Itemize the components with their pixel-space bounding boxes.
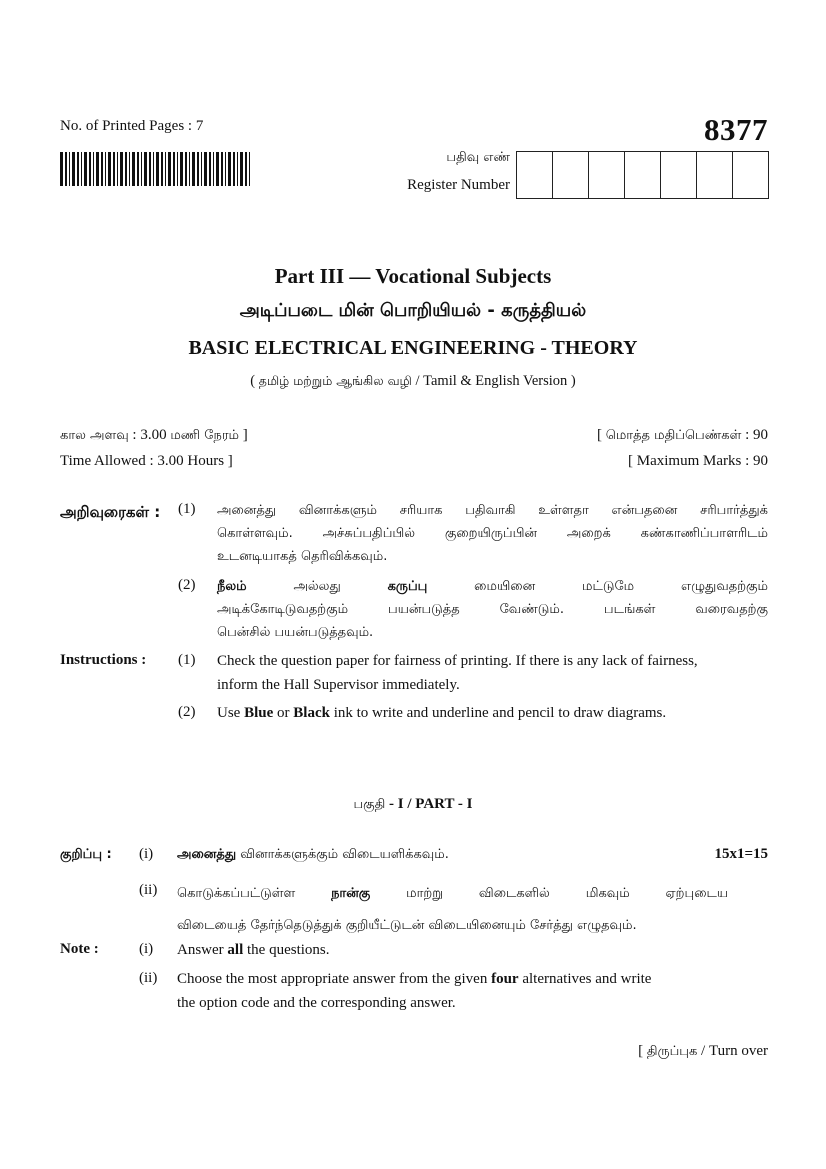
instruction-ta-1: அனைத்து வினாக்களும் சரியாக பதிவாகி உள்ளதா என்பதனை சரிபார்த்துக் கொள்ளவும். அச்சுப்பதிப்பில் குறையிருப்பின் அறைக் கண்காணிப்பாளரிடம் உடனடியாகத் தெரிவிக்கவும். — [217, 503, 768, 564]
register-number-boxes[interactable] — [516, 151, 769, 199]
note-en-1: Answer all the questions. — [177, 942, 330, 958]
printed-pages: No. of Printed Pages : 7 — [60, 118, 204, 134]
paper-code: 8377 — [704, 112, 768, 147]
part-one-heading: பகுதி - I / PART - I — [353, 796, 473, 812]
register-digit-box[interactable] — [697, 152, 733, 198]
turn-over: [ திருப்புக / Turn over — [638, 1043, 768, 1059]
instruction-en-1: Check the question paper for fairness of printing. If there is any lack of fairness, inform the Hall Supervisor immediately. — [217, 653, 698, 693]
subject-title-english: BASIC ELECTRICAL ENGINEERING - THEORY — [188, 337, 638, 359]
part-title: Part III — Vocational Subjects — [274, 264, 552, 288]
note-ta-1: அனைத்து வினாக்களுக்கும் விடையளிக்கவும். — [177, 847, 449, 862]
note-number: (ii) — [139, 970, 158, 986]
time-allowed-english: Time Allowed : 3.00 Hours ] — [60, 453, 233, 469]
barcode — [60, 152, 250, 186]
instructions-label-english: Instructions : — [60, 652, 147, 668]
note-ta-2: கொடுக்கப்பட்டுள்ள நான்கு மாற்று விடைகளில் மிகவும் ஏற்புடைய விடையைத் தேர்ந்தெடுத்துக் குறியீட்டுடன் விடையினையும் சேர்த்து எழுதவும். — [177, 886, 728, 933]
register-label-tamil: பதிவு எண் — [446, 150, 510, 165]
note-number: (i) — [139, 846, 154, 862]
register-digit-box[interactable] — [625, 152, 661, 198]
register-label-english: Register Number — [407, 177, 510, 193]
marks-allocation: 15x1=15 — [714, 846, 768, 862]
instruction-ta-2: நீலம் அல்லது கருப்பு மையினை மட்டுமே எழுதுவதற்கும் அடிக்கோடிடுவதற்கும் பயன்படுத்த வேண்டும். படங்கள் வரைவதற்கு பென்சில் பயன்படுத்தவும். — [217, 579, 768, 640]
note-number: (ii) — [139, 882, 158, 898]
max-marks-tamil: [ மொத்த மதிப்பெண்கள் : 90 — [596, 427, 768, 443]
instruction-en-2: Use Blue or Black ink to write and underline and pencil to draw diagrams. — [217, 705, 667, 721]
subject-title-tamil: அடிப்படை மின் பொறியியல் - கருத்தியல் — [239, 300, 587, 321]
instruction-number: (1) — [178, 652, 196, 668]
note-number: (i) — [139, 941, 154, 957]
register-digit-box[interactable] — [553, 152, 589, 198]
instruction-number: (2) — [178, 577, 196, 593]
instruction-number: (1) — [178, 501, 196, 517]
version-tamil: தமிழ் மற்றும் ஆங்கில வழி — [258, 373, 412, 388]
instructions-label-tamil: அறிவுரைகள் : — [60, 503, 161, 521]
note-label-english: Note : — [60, 941, 99, 957]
time-allowed-tamil: கால அளவு : 3.00 மணி நேரம் ] — [60, 427, 248, 443]
note-label-tamil: குறிப்பு : — [60, 847, 112, 862]
version-line: ( தமிழ் மற்றும் ஆங்கில வழி / Tamil & English Version ) — [250, 373, 576, 389]
instruction-number: (2) — [178, 704, 196, 720]
register-digit-box[interactable] — [733, 152, 768, 198]
note-en-2: Choose the most appropriate answer from the given four alternatives and write the option code and the corresponding answer. — [177, 971, 652, 1011]
register-digit-box[interactable] — [661, 152, 697, 198]
register-digit-box[interactable] — [589, 152, 625, 198]
register-digit-box[interactable] — [517, 152, 553, 198]
max-marks-english: [ Maximum Marks : 90 — [628, 453, 768, 469]
